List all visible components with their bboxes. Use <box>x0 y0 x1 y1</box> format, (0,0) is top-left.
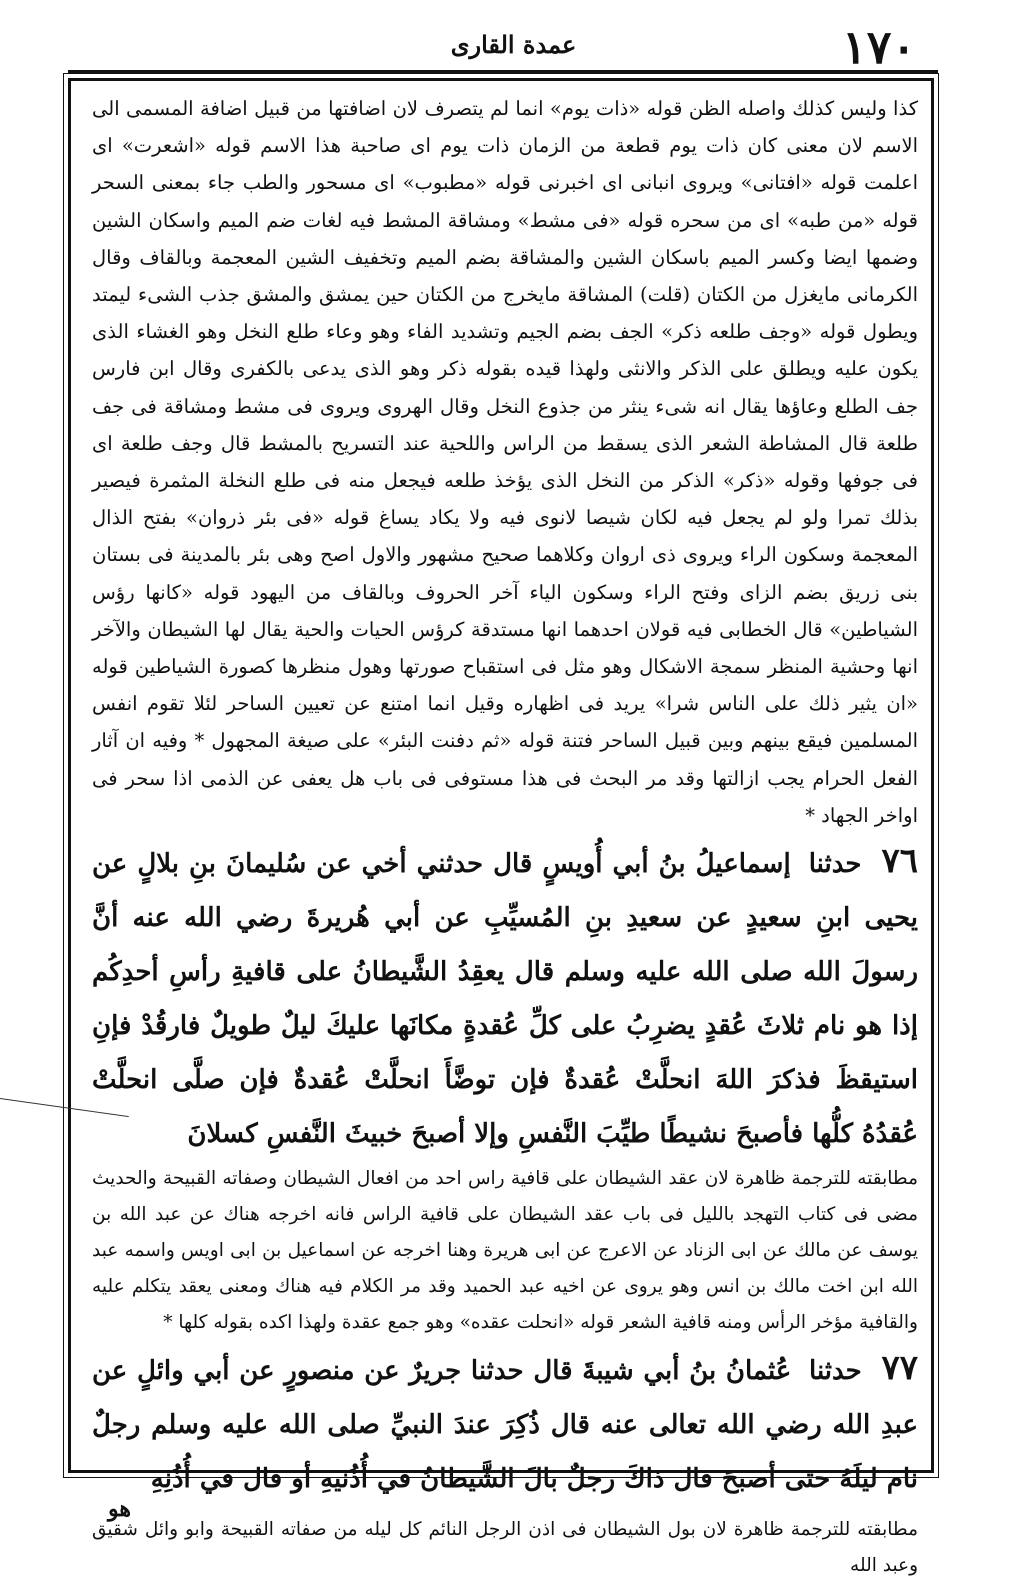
running-title: عمدة القاری <box>450 30 577 59</box>
hadith-number: ۷۷ <box>881 1348 918 1389</box>
main-text <box>92 90 918 1577</box>
header-rule <box>68 70 938 73</box>
catchword: هو <box>108 1496 131 1522</box>
hadith-number: ۷٦ <box>881 841 918 882</box>
commentary-paragraph-1: كذا وليس كذلك واصله الظن قوله «ذات يوم» انما لم يتصرف لان اضافتها من قبيل اضافة المسمى الى الاسم لان معنى كان ذات يوم قطعة من الزمان ذات يوم اى صاحبة هذا الاسم قوله «اشعرت» اى اعلمت قوله «افتانى» ويروى انبانى اى اخبرنى قوله «مطبوب» اى مسحور والطب جاء بمعنى السحر قوله «من طبه» اى من سحره قوله «فى مشط» ومشاقة المشط فيه لغات ضم الميم واسكان الشين وضمها ايضا وكسر الميم باسكان الشين والمشاقة بضم الميم وتخفيف الشين المعجمة وبالقاف وقال الكرمانى مايغزل من الكتان (قلت) المشاقة مايخرج من الكتان حين يمشق والمشق جذب الشىء ليمتد ويطول قوله «وجف طلعه ذكر» الجف بضم الجيم وتشديد الفاء وهو وعاء طلع النخل وهو الغشاء الذى يكون عليه ويطلق على الذكر والانثى ولهذا قيده بقوله ذكر وهو الذى يدعى بالكفرى وقال ابن فارس جف الطلع وعاؤها يقال انه شىء ينثر من جذوع النخل وقال الهروى ويروى فى مشط ومشاقة فى جف طلعة قال المشاطة الشعر الذى يسقط من الراس واللحية عند التسريح بالمشط قال وجف طلعة اى فى جوفها وقوله «ذكر» الذكر من النخل الذى يؤخذ طلعه فيجعل منه فى طلع النخلة المثمرة فيصير بذلك تمرا ولو لم يجعل فيه لكان شيصا لانوى فيه ولا يكاد يساغ قوله «فى بئر ذروان» بفتح الذال المعجمة وسكون الراء ويروى ذى اروان وكلاهما صحيح مشهور والاول اصح وهى بئر بالمدينة فى بستان بنى زريق بضم الزاى وفتح الراء وسكون الياء آخر الحروف وبالقاف من اليهود قوله «كانها رؤس الشياطين» قال الخطابى فيه قولان احدهما انها مستدقة كرؤس الحيات والحية يقال لها الشيطان والآخر انها وحشية المنظر سمجة الاشكال وهو مثل فى استقباح صورتها وهول منظرها كصورة الشياطين قوله «ان يثير ذلك على الناس شرا» يريد فى اظهاره وقيل انما امتنع عن تعيين الساحر لئلا تقوم انفس المسلمين فيقع بينهم وبين قبيل الساحر فتنة قوله «ثم دفنت البئر» على صيغة المجهول * وفيه ان آثار الفعل الحرام يجب ازالتها وقد مر البحث فى هذا مستوفى فى باب هل يعفى عن الذمى اذا سحر فى اواخر الجهاد * <box>92 97 918 827</box>
commentary-paragraph-2: مطابقته للترجمة ظاهرة لان عقد الشيطان على قافية راس احد من افعال الشيطان وصفاته القبيحة والحديث مضى فى كتاب التهجد بالليل فى باب عقد الشيطان على قافية الراس فانه اخرجه هناك عن عبد الله بن يوسف عن مالك عن ابى الزناد عن الاعرج عن ابى هريرة وهنا اخرجه عن اسماعيل بن ابى اويس واسمه عبد الله ابن اخت مالك بن انس وهو يروى عن اخيه عبد الحميد وقد مر الكلام فيه هناك ومعنى يعقد يتكلم عليه والقافية مؤخر الرأس ومنه قافية الشعر قوله «انحلت عقده» وهو جمع عقدة ولهذا اكده بقوله كلها * <box>92 1168 918 1334</box>
hadith-76 <box>92 834 918 1161</box>
hadith-text: إسماعيلُ بنُ أبي أُويسٍ قال حدثني أخي عن سُليمانَ بنِ بلالٍ عن يحيى ابنِ سعيدٍ عن سعيدِ بنِ المُسيِّبِ عن أبي هُريرةَ رضي الله عنه أنَّ رسولَ الله صلى الله عليه وسلم قال يعقِدُ الشَّيطانُ على قافيةِ رأسِ أحدِكُم إذا هو نام ثلاثَ عُقدٍ يضرِبُ على كلِّ عُقدةٍ مكانَها عليكَ ليلٌ طويلٌ فارقُدْ فإنِ استيقظَ فذكرَ اللهَ انحلَّتْ عُقدةٌ فإن توضَّأَ انحلَّتْ عُقدةٌ فإن صلَّى انحلَّتْ عُقدُهُ كلُّها فأصبحَ نشيطًا طيِّبَ النَّفسِ وإلا أصبحَ خبيثَ النَّفسِ كسلانَ <box>92 849 918 1150</box>
page-number: ۱۷۰ <box>842 20 917 74</box>
hadith-text: عُثمانُ بنُ أبي شيبةَ قال حدثنا جريرٌ عن منصورٍ عن أبي وائلٍ عن عبدِ الله رضي الله تعالى عنه قال ذُكِرَ عندَ النبيِّ صلى الله عليه وسلم رجلٌ نام ليلَهُ حتى أصبحَ قال ذاكَ رجلٌ بالَ الشَّيطانُ في أُذُنيهِ أو قال في أُذُنِهِ <box>92 1356 918 1495</box>
hadith-opener: حدثنا <box>808 849 862 880</box>
commentary-paragraph-3: مطابقته للترجمة ظاهرة لان بول الشيطان فى اذن الرجل النائم كل ليله من صفاته القبيحة وابو وائل شقيق وعبد الله <box>92 1519 918 1577</box>
hadith-77 <box>92 1341 918 1506</box>
hadith-opener: حدثنا <box>809 1356 862 1387</box>
